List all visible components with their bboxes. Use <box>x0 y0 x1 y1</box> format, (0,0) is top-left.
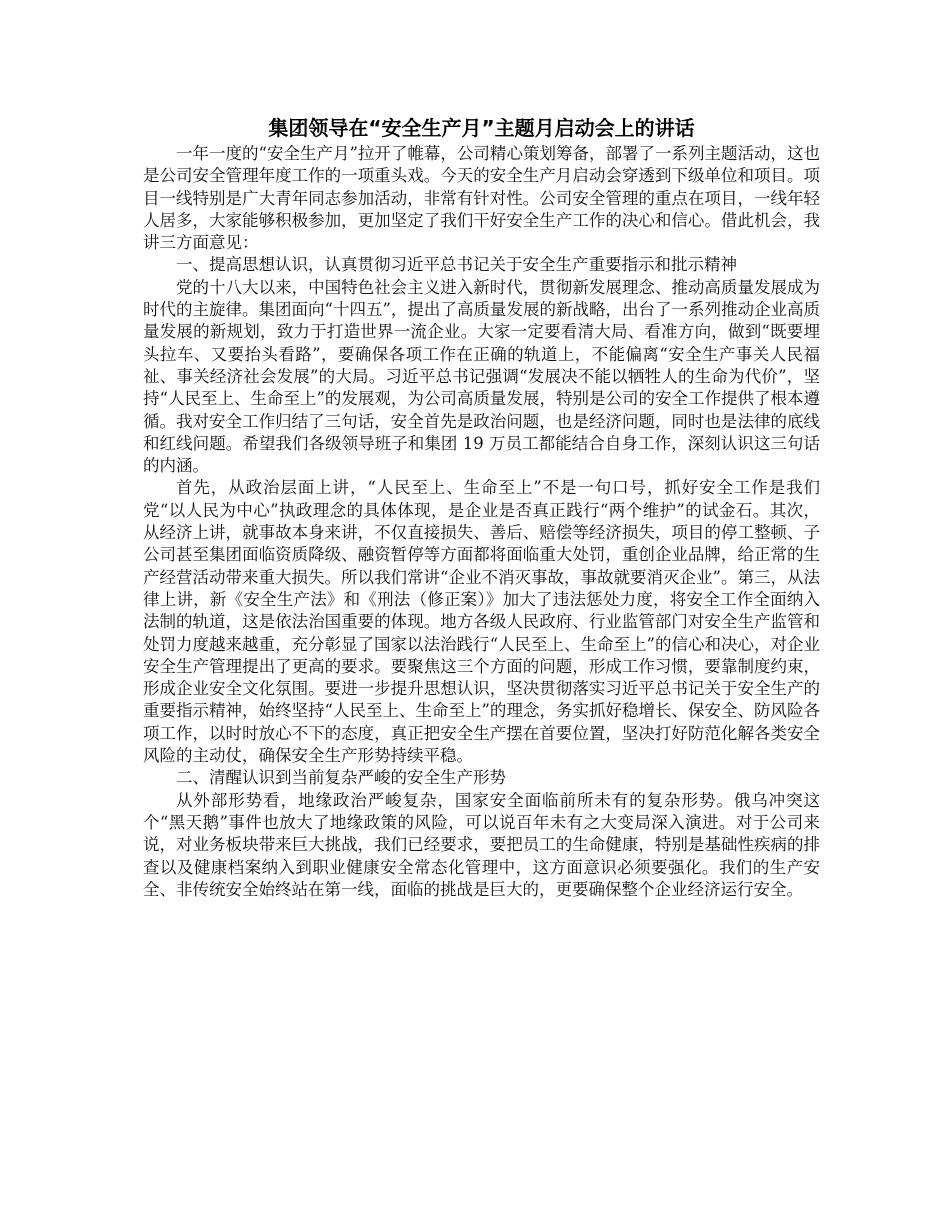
paragraph-section-2: 从外部形势看，地缘政治严峻复杂，国家安全面临前所未有的复杂形势。俄乌冲突这个“黑天鹅”事件也放大了地缘政策的风险，可以说百年未有之大变局深入演进。对于公司来说，对业务板块带来巨大挑战，我们已经要求，要把员工的生命健康，特别是基础性疾病的排查以及健康档案纳入到职业健康安全常态化管理中，这方面意识必须要强化。我们的生产安全、非传统安全始终站在第一线，面临的挑战是巨大的，更要确保整个企业经济运行安全。 <box>143 790 820 899</box>
section-heading-2: 二、清醒认识到当前复杂严峻的安全生产形势 <box>176 768 506 788</box>
paragraph-intro: 一年一度的“安全生产月”拉开了帷幕，公司精心策划筹备，部署了一系列主题活动，这也是公司安全管理年度工作的一项重头戏。今天的安全生产月启动会穿透到下级单位和项目。项目一线特别是广大青年同志参加活动，非常有针对性。公司安全管理的重点在项目，一线年轻人居多，大家能够积极参加，更加坚定了我们干好安全生产工作的决心和信心。借此机会，我讲三方面意见： <box>143 144 820 253</box>
document-page <box>143 113 820 901</box>
paragraph-three-aspects: 首先，从政治层面上讲，“人民至上、生命至上”不是一句口号，抓好安全工作是我们党“以人民为中心”执政理念的具体体现，是企业是否真正践行“两个维护”的试金石。其次，从经济上讲，就事故本身来讲，不仅直接损失、善后、赔偿等经济损失，项目的停工整顿、子公司甚至集团面临资质降级、融资暂停等方面都将面临重大处罚，重创企业品牌，给正常的生产经营活动带来重大损失。所以我们常讲“企业不消灭事故，事故就要消灭企业”。第三，从法律上讲，新《安全生产法》和《刑法（修正案）》加大了违法惩处力度，将安全工作全面纳入法制的轨道，这是依法治国重要的体现。地方各级人民政府、行业监管部门对安全生产监管和处罚力度越来越重，充分彰显了国家以法治践行“人民至上、生命至上”的信心和决心，对企业安全生产管理提出了更高的要求。要聚焦这三个方面的问题，形成工作习惯，要靠制度约束，形成企业安全文化氛围。要进一步提升思想认识，坚决贯彻落实习近平总书记关于安全生产的重要指示精神，始终坚持“人民至上、生命至上”的理念，务实抓好稳增长、保安全、防风险各项工作，以时时放心不下的态度，真正把安全生产摆在首要位置，坚决打好防范化解各类安全风险的主动仗，确保安全生产形势持续平稳。 <box>143 478 820 766</box>
section-heading-1: 一、提高思想认识，认真贯彻习近平总书记关于安全生产重要指示和批示精神 <box>176 255 737 275</box>
document-title: 集团领导在“安全生产月”主题月启动会上的讲话 <box>268 116 695 140</box>
paragraph-section-1: 党的十八大以来，中国特色社会主义进入新时代，贯彻新发展理念、推动高质量发展成为时代的主旋律。集团面向“十四五”，提出了高质量发展的新战略，出台了一系列推动企业高质量发展的新规划，致力于打造世界一流企业。大家一定要看清大局、看准方向，做到“既要埋头拉车、又要抬头看路”，要确保各项工作在正确的轨道上，不能偏离“安全生产事关人民福祉、事关经济社会发展”的大局。习近平总书记强调“发展决不能以牺牲人的生命为代价”，坚持“人民至上、生命至上”的发展观，为公司高质量发展，特别是公司的安全工作提供了根本遵循。我对安全工作归结了三句话，安全首先是政治问题，也是经济问题，同时也是法律的底线和红线问题。希望我们各级领导班子和集团 19 万员工都能结合自身工作，深刻认识这三句话的内涵。 <box>143 277 820 476</box>
